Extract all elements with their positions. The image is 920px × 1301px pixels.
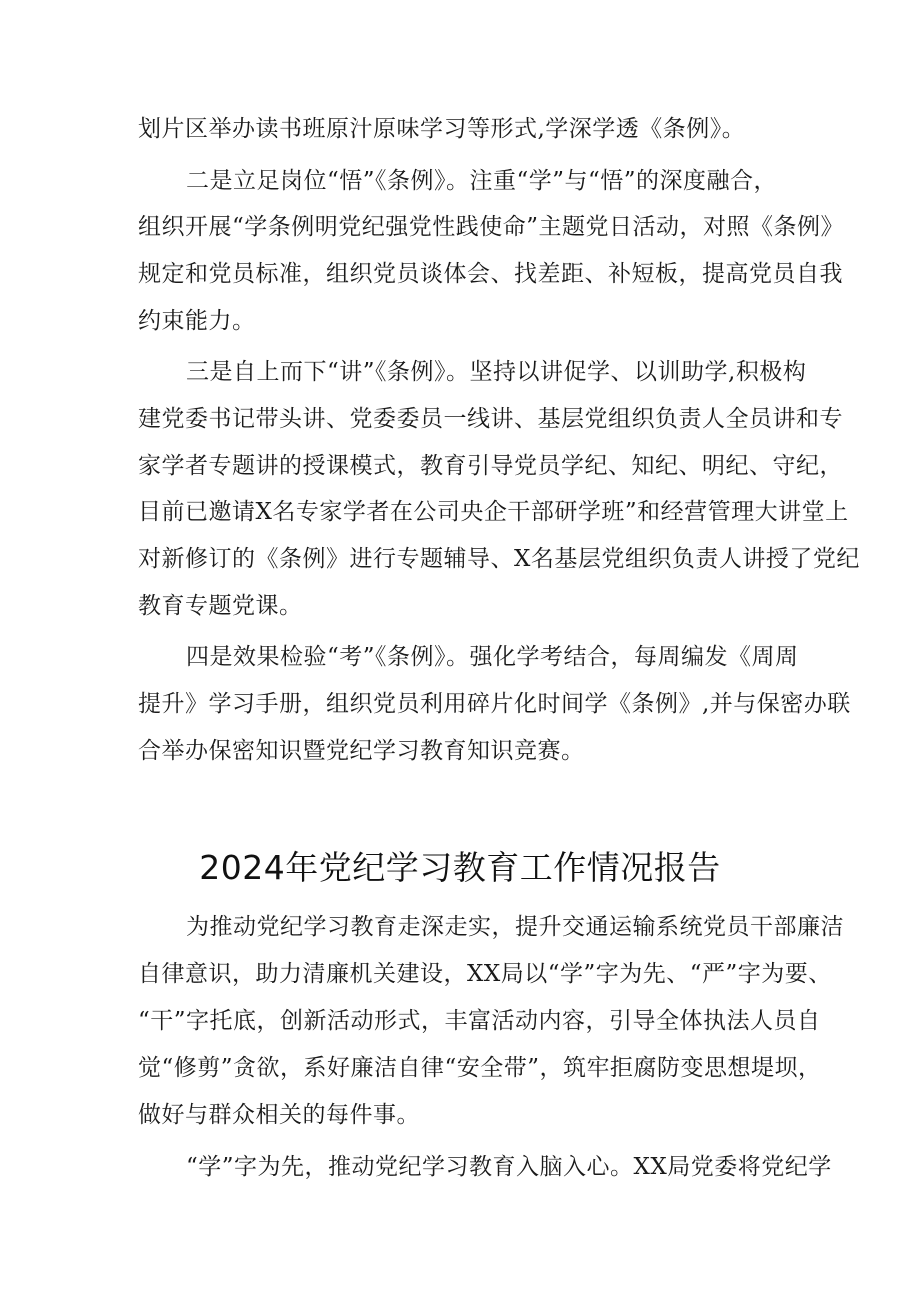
paragraph-line: 目前已邀请X名专家学者在公司央企干部研学班”和经营管理大讲堂上 <box>138 499 849 525</box>
paragraph-line: 提升》学习手册，组织党员利用碎片化时间学《条例》,并与保密办联 <box>138 691 851 717</box>
paragraph-line: 合举办保密知识暨党纪学习教育知识竞赛。 <box>138 738 585 764</box>
paragraph-line: 二是立足岗位“悟”《条例》。注重“学”与“悟”的深度融合， <box>186 168 778 194</box>
paragraph-line: 约束能力。 <box>138 308 256 334</box>
paragraph-line: 划片区举办读书班原汁原味学习等形式,学深学透《条例》。 <box>138 116 746 142</box>
paragraph-line: 对新修订的《条例》进行专题辅导、X名基层党组织负责人讲授了党纪 <box>138 546 860 572</box>
paragraph-line: 建党委书记带头讲、党委委员一线讲、基层党组织负责人全员讲和专 <box>138 406 843 432</box>
paragraph-line: 三是自上而下“讲”《条例》。坚持以讲促学、以训助学,积极构 <box>186 359 807 385</box>
paragraph-line: 四是效果检验“考”《条例》。强化学考结合，每周编发《周周 <box>186 644 799 670</box>
paragraph-line: 觉“修剪”贪欲，系好廉洁自律“安全带”，筑牢拒腐防变思想堤坝， <box>138 1055 822 1081</box>
paragraph-line: “学”字为先，推动党纪学习教育入脑入心。XX局党委将党纪学 <box>186 1154 832 1180</box>
paragraph-line: 组织开展“学条例明党纪强党性践使命”主题党日活动，对照《条例》 <box>138 214 845 240</box>
paragraph-line: “干”字托底，创新活动形式，丰富活动内容，引导全体执法人员自 <box>138 1008 821 1034</box>
paragraph-line: 教育专题党课。 <box>138 593 303 619</box>
paragraph-line: 为推动党纪学习教育走深走实，提升交通运输系统党员干部廉洁 <box>186 914 844 940</box>
paragraph-line: 自律意识，助力清廉机关建设，XX局以“学”字为先、“严”字为要、 <box>138 961 832 987</box>
report-title: 2024年党纪学习教育工作情况报告 <box>199 848 721 887</box>
paragraph-line: 家学者专题讲的授课模式，教育引导党员学纪、知纪、明纪、守纪， <box>138 453 843 479</box>
paragraph-line: 做好与群众相关的每件事。 <box>138 1102 420 1128</box>
paragraph-line: 规定和党员标准，组织党员谈体会、找差距、补短板，提高党员自我 <box>138 261 843 287</box>
